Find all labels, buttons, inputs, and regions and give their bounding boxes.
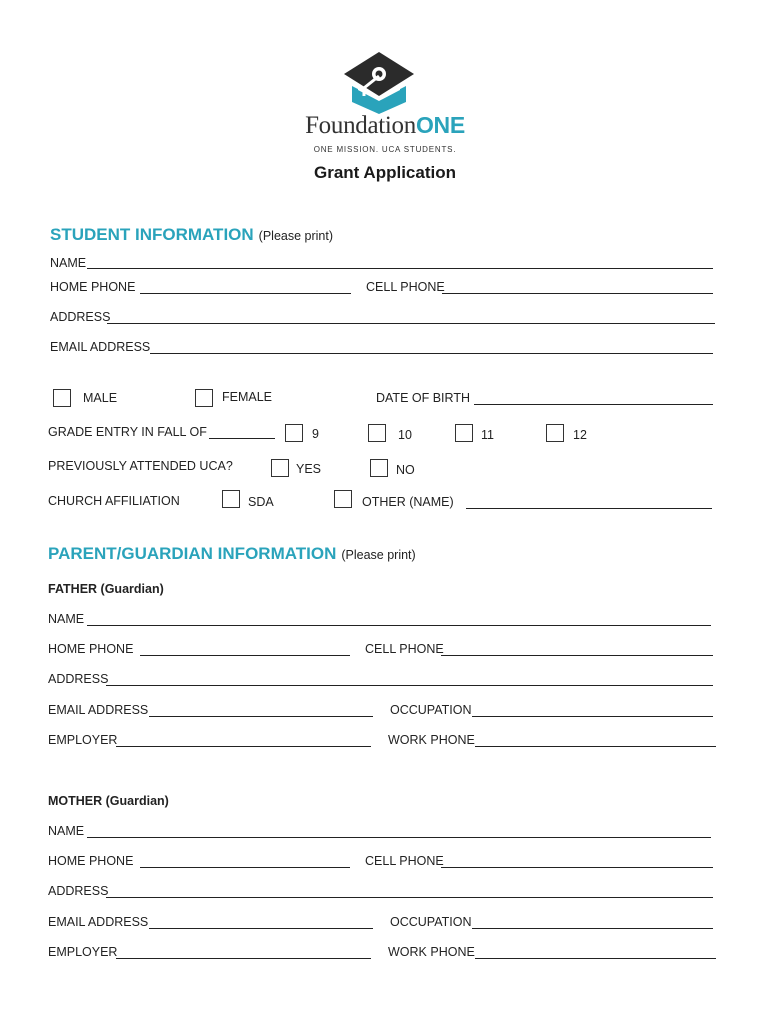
male-checkbox[interactable] — [53, 389, 71, 407]
father-home-phone-field[interactable] — [140, 655, 350, 656]
parent-heading-text: PARENT/GUARDIAN INFORMATION — [48, 544, 337, 563]
mother-home-phone-field[interactable] — [140, 867, 350, 868]
mother-email-field[interactable] — [149, 928, 373, 929]
father-work-phone-label: WORK PHONE — [388, 733, 475, 747]
parent-section-heading — [48, 544, 416, 565]
mother-home-phone-label: HOME PHONE — [48, 854, 134, 868]
grade-10-checkbox[interactable] — [368, 424, 386, 442]
father-email-field[interactable] — [149, 716, 373, 717]
student-address-field[interactable] — [107, 323, 715, 324]
prev-attended-label: PREVIOUSLY ATTENDED UCA? — [48, 459, 233, 473]
sda-label: SDA — [248, 495, 274, 509]
student-address-label: ADDRESS — [50, 310, 111, 324]
mother-address-label: ADDRESS — [48, 884, 109, 898]
father-occupation-field[interactable] — [472, 716, 713, 717]
grade-11-label: 11 — [481, 428, 494, 442]
father-email-label: EMAIL ADDRESS — [48, 703, 149, 717]
mother-cell-phone-field[interactable] — [441, 867, 713, 868]
grade-entry-year-field[interactable] — [209, 438, 275, 439]
mother-cell-phone-label: CELL PHONE — [365, 854, 444, 868]
father-name-field[interactable] — [87, 625, 711, 626]
other-church-label: OTHER (NAME) — [362, 495, 454, 509]
grade-9-label: 9 — [312, 427, 319, 441]
student-home-phone-label: HOME PHONE — [50, 280, 136, 294]
tagline: ONE MISSION. UCA STUDENTS. — [313, 145, 457, 154]
student-home-phone-field[interactable] — [140, 293, 351, 294]
mother-name-field[interactable] — [87, 837, 711, 838]
student-name-field[interactable] — [87, 268, 713, 269]
father-address-field[interactable] — [106, 685, 713, 686]
father-name-label: NAME — [48, 612, 85, 626]
prev-attended-yes-checkbox[interactable] — [271, 459, 289, 477]
grade-12-label: 12 — [573, 428, 587, 442]
grade-entry-label: GRADE ENTRY IN FALL OF — [48, 425, 207, 439]
grade-10-label: 10 — [398, 428, 412, 442]
prev-attended-no-label: NO — [396, 463, 415, 477]
grade-12-checkbox[interactable] — [546, 424, 564, 442]
mother-occupation-field[interactable] — [472, 928, 713, 929]
father-work-phone-field[interactable] — [475, 746, 716, 747]
male-label: MALE — [83, 391, 118, 405]
mother-address-field[interactable] — [106, 897, 713, 898]
student-heading-note: (Please print) — [258, 229, 334, 243]
father-home-phone-label: HOME PHONE — [48, 642, 134, 656]
father-subheading: FATHER (Guardian) — [48, 582, 164, 596]
brand-main: Foundation — [305, 112, 416, 139]
other-church-checkbox[interactable] — [334, 490, 352, 508]
brand-accent: ONE — [415, 112, 465, 138]
brand-wordmark — [0, 112, 770, 140]
mother-email-label: EMAIL ADDRESS — [48, 915, 149, 929]
grade-11-checkbox[interactable] — [455, 424, 473, 442]
father-occupation-label: OCCUPATION — [390, 703, 472, 717]
sda-checkbox[interactable] — [222, 490, 240, 508]
mother-work-phone-field[interactable] — [475, 958, 716, 959]
grade-9-checkbox[interactable] — [285, 424, 303, 442]
father-employer-label: EMPLOYER — [48, 733, 118, 747]
student-heading-text: STUDENT INFORMATION — [50, 225, 254, 244]
mother-employer-field[interactable] — [116, 958, 371, 959]
parent-heading-note: (Please print) — [341, 548, 416, 562]
prev-attended-no-checkbox[interactable] — [370, 459, 388, 477]
student-section-heading — [50, 225, 333, 246]
graduation-cap-icon — [342, 50, 416, 114]
form-title: Grant Application — [314, 163, 456, 182]
mother-employer-label: EMPLOYER — [48, 945, 118, 959]
mother-name-label: NAME — [48, 824, 85, 838]
student-cell-phone-field[interactable] — [442, 293, 713, 294]
mother-work-phone-label: WORK PHONE — [388, 945, 475, 959]
other-church-name-field[interactable] — [466, 508, 712, 509]
mother-subheading: MOTHER (Guardian) — [48, 794, 169, 808]
father-address-label: ADDRESS — [48, 672, 109, 686]
dob-field[interactable] — [474, 404, 713, 405]
student-name-label: NAME — [50, 256, 87, 270]
father-cell-phone-field[interactable] — [441, 655, 713, 656]
mother-occupation-label: OCCUPATION — [390, 915, 472, 929]
father-employer-field[interactable] — [116, 746, 371, 747]
prev-attended-yes-label: YES — [296, 462, 322, 476]
church-label: CHURCH AFFILIATION — [48, 494, 180, 508]
student-email-label: EMAIL ADDRESS — [50, 340, 151, 354]
female-checkbox[interactable] — [195, 389, 213, 407]
female-label: FEMALE — [222, 390, 273, 404]
dob-label: DATE OF BIRTH — [376, 391, 470, 405]
student-email-field[interactable] — [150, 353, 713, 354]
student-cell-phone-label: CELL PHONE — [366, 280, 445, 294]
father-cell-phone-label: CELL PHONE — [365, 642, 444, 656]
